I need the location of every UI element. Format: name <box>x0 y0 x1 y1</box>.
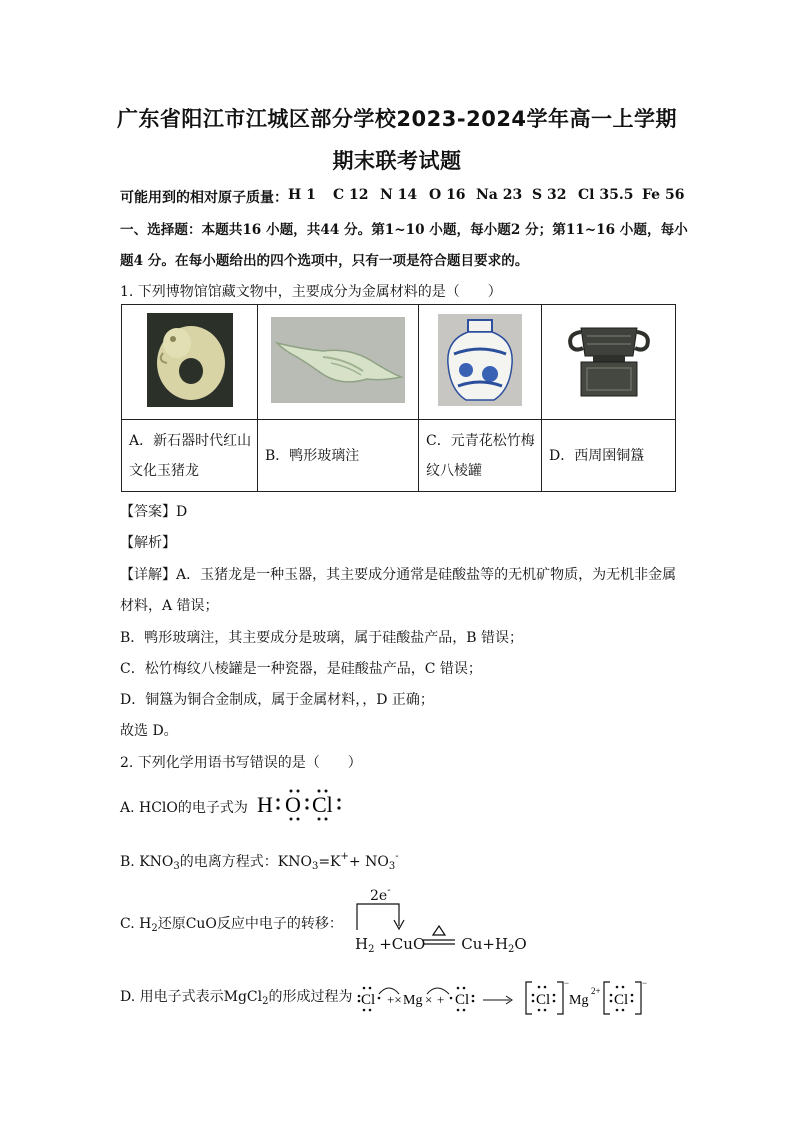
svg-text:O: O <box>285 792 301 817</box>
svg-text:×: × <box>425 992 433 1007</box>
q1-stem: 1. 下列博物馆馆藏文物中，主要成分为金属材料的是（ ） <box>120 284 502 300</box>
option-c-image-cell <box>419 305 542 420</box>
svg-text:Mg: Mg <box>569 993 589 1008</box>
svg-text:Cl: Cl <box>312 792 333 817</box>
exam-title-line2: 期末联考试题 <box>332 149 462 173</box>
svg-text:−: − <box>564 978 570 988</box>
option-a-image-cell <box>122 305 258 420</box>
svg-text:+×: +× <box>387 992 402 1007</box>
section-instruction-line1: 一、选择题：本题共16 小题，共44 分。第1~10 小题，每小题2 分；第11~16 小题，每小 <box>120 222 688 238</box>
electron-transfer-label: 2e- <box>370 885 391 904</box>
option-a-caption: A．新石器时代红山 文化玉猪龙 <box>122 420 258 492</box>
q1-options-table <box>121 304 676 492</box>
mass-item: C 12 <box>333 187 369 203</box>
electron-transfer-arrow-icon <box>355 902 405 932</box>
q2-option-a <box>120 797 248 817</box>
heating-equals-sign-icon <box>421 923 457 949</box>
svg-text:Cl: Cl <box>361 992 376 1008</box>
svg-text:2+: 2+ <box>591 986 601 996</box>
q1-conclusion: 故选 D。 <box>120 723 178 739</box>
q1-detail-d: D．铜簋为铜合金制成，属于金属材料，，D 正确； <box>120 692 434 708</box>
q1-analysis-label: 【解析】 <box>120 535 176 551</box>
option-d-caption: D．西周圉铜簋 <box>542 420 676 492</box>
option-d-image-cell <box>542 305 676 420</box>
svg-text:Cl: Cl <box>455 992 470 1008</box>
svg-text:+: + <box>437 992 445 1007</box>
q2-option-c: C. $H_2$还原CuO反应中电子的转移： <box>120 916 343 934</box>
h2-cuo-equation: $H_2 +CuO$ $Cu+H_2O$ <box>355 935 527 955</box>
section-instruction-line2: 题4 分。在每小题给出的四个选项中，只有一项是符合题目要求的。 <box>120 253 529 269</box>
mass-item: Cl 35.5 <box>578 187 634 203</box>
option-c-caption: C．元青花松竹梅 纹八棱罐 <box>419 420 542 492</box>
atomic-masses-label: 可能用到的相对原子质量： <box>120 190 288 206</box>
jade-pig-dragon-icon <box>147 313 233 407</box>
q2-option-b: B. $KNO_3$的电离方程式：$KNO_3=K^++ NO_3^-$ <box>120 851 399 872</box>
q1-detail-line1: 【详解】A．玉猪龙是一种玉器，其主要成分通常是硅酸盐等的无机矿物质，为无机非金属 <box>120 567 677 583</box>
svg-text:Mg: Mg <box>403 993 423 1008</box>
option-b-image-cell <box>258 305 419 420</box>
mgcl2-formation-right-icon <box>500 976 650 1018</box>
mgcl2-formation-left-icon <box>357 980 500 1016</box>
svg-text:Cl: Cl <box>536 992 551 1008</box>
svg-text:H: H <box>257 792 273 817</box>
q2-option-d: D. 用电子式表示MgCl$_2$的形成过程为 <box>120 989 353 1007</box>
blue-white-jar-icon <box>438 314 522 406</box>
mass-item: Na 23 <box>476 187 523 203</box>
q1-detail-b: B．鸭形玻璃注，其主要成分是玻璃，属于硅酸盐产品，B 错误； <box>120 630 524 646</box>
q1-detail-c: C．松竹梅纹八棱罐是一种瓷器，是硅酸盐产品，C 错误； <box>120 661 482 677</box>
hclo-electron-formula-icon <box>255 786 355 824</box>
mass-item: H 1 <box>288 187 316 203</box>
mass-item: O 16 <box>429 187 466 203</box>
q2-option-a-text: A. HClO的电子式为 <box>120 800 248 816</box>
mass-item: N 14 <box>380 187 418 203</box>
svg-text:−: − <box>642 978 648 988</box>
svg-text:Cl: Cl <box>614 992 629 1008</box>
mass-item: Fe 56 <box>642 187 685 203</box>
option-b-caption: B．鸭形玻璃注 <box>258 420 419 492</box>
q1-detail-line2: 材料，A 错误； <box>120 598 219 614</box>
q2-stem: 2. 下列化学用语书写错误的是（ ） <box>120 755 362 771</box>
bronze-gui-icon <box>563 320 655 400</box>
mass-item: S 32 <box>532 187 567 203</box>
q1-answer: 【答案】D <box>120 504 188 520</box>
duck-glass-vessel-icon <box>271 317 405 403</box>
exam-title-line1: 广东省阳江市江城区部分学校2023-2024学年高一上学期 <box>116 107 678 131</box>
